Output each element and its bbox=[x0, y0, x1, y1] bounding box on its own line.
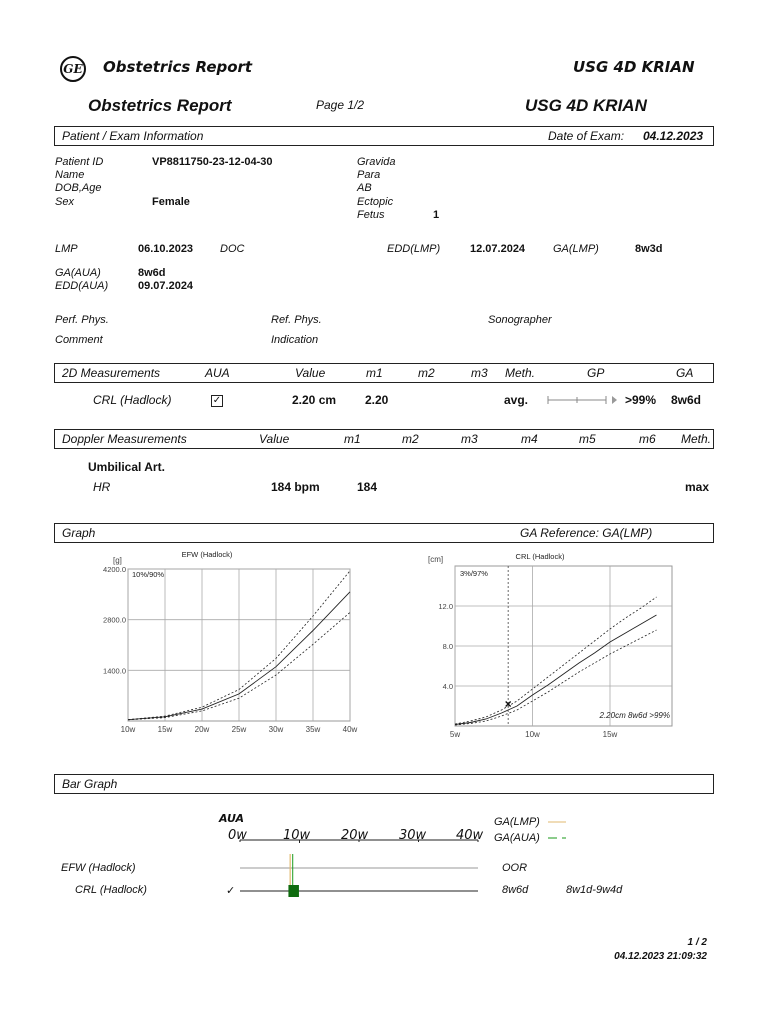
crl-measure-ga: 8w6d bbox=[671, 393, 702, 407]
measure2d-col-gp: GP bbox=[587, 366, 605, 380]
top-device-name: USG 4D KRIAN bbox=[573, 58, 695, 76]
bar-row-crl-check: ✓ bbox=[226, 885, 236, 897]
ge-logo: GE bbox=[60, 56, 86, 82]
name-label: Name bbox=[55, 169, 85, 181]
date-of-exam-value: 04.12.2023 bbox=[643, 129, 704, 143]
edd-lmp-label: EDD(LMP) bbox=[387, 243, 441, 255]
efw-y-tick-2: 1400.0 bbox=[103, 666, 126, 676]
doppler-col-m4: m4 bbox=[521, 432, 538, 446]
crl-y-tick-1: 8.0 bbox=[442, 642, 453, 651]
efw-x-tick-3: 25w bbox=[231, 725, 247, 734]
lmp-label: LMP bbox=[55, 243, 78, 255]
measure2d-title: 2D Measurements bbox=[62, 366, 161, 380]
bar-row-crl-range: 8w1d-9w4d bbox=[566, 884, 623, 896]
measure2d-header bbox=[54, 363, 714, 383]
crl-aua-checkbox[interactable]: ✓ bbox=[212, 395, 222, 406]
efw-x-tick-5: 35w bbox=[305, 725, 321, 734]
hr-measure-name: HR bbox=[93, 480, 111, 494]
measure2d-col-value: Value bbox=[295, 366, 326, 380]
doppler-group-label: Umbilical Art. bbox=[88, 460, 165, 474]
bar-graph-tick-40: 40w bbox=[456, 828, 484, 843]
para-label: Para bbox=[357, 169, 381, 181]
crl-chart-title: CRL (Hadlock) bbox=[515, 552, 565, 561]
patient-section-header bbox=[54, 126, 714, 146]
lmp-value: 06.10.2023 bbox=[138, 243, 194, 255]
ga-lmp-label: GA(LMP) bbox=[553, 243, 599, 255]
doppler-col-m2: m2 bbox=[402, 432, 419, 446]
patient-section-title: Patient / Exam Information bbox=[62, 129, 204, 143]
bar-graph-aua-label: AUA bbox=[219, 812, 244, 825]
crl-measure-value: 2.20 cm bbox=[292, 393, 337, 407]
bar-graph-title: Bar Graph bbox=[62, 777, 118, 791]
doppler-col-m5: m5 bbox=[579, 432, 596, 446]
hr-measure-meth: max bbox=[685, 480, 710, 494]
efw-x-tick-0: 10w bbox=[120, 725, 136, 734]
perf-phys-label: Perf. Phys. bbox=[55, 314, 109, 326]
gravida-label: Gravida bbox=[357, 156, 396, 168]
legend-ga-lmp-label: GA(LMP) bbox=[494, 816, 540, 828]
doc-label: DOC bbox=[220, 243, 245, 255]
edd-lmp-value: 12.07.2024 bbox=[470, 243, 526, 255]
crl-x-tick-0: 5w bbox=[449, 730, 461, 739]
measure2d-col-aua: AUA bbox=[205, 366, 230, 380]
doppler-col-meth: Meth. bbox=[681, 432, 712, 446]
graph-section-title: Graph bbox=[62, 526, 96, 540]
efw-chart bbox=[80, 546, 370, 746]
crl-chart bbox=[420, 546, 690, 746]
indication-label: Indication bbox=[271, 334, 319, 346]
bar-graph-marks bbox=[240, 840, 478, 897]
bar-row-crl-result: 8w6d bbox=[502, 884, 529, 896]
measure2d-col-m2: m2 bbox=[418, 366, 435, 380]
top-report-title: Obstetrics Report bbox=[103, 58, 253, 76]
efw-x-tick-4: 30w bbox=[268, 725, 284, 734]
edd-aua-value: 09.07.2024 bbox=[138, 280, 194, 292]
patient-id-label: Patient ID bbox=[55, 156, 104, 168]
sex-value: Female bbox=[152, 196, 190, 208]
crl-percentile-label: 3%/97% bbox=[460, 569, 488, 578]
hr-measure-value: 184 bpm bbox=[271, 480, 320, 494]
comment-label: Comment bbox=[55, 334, 103, 346]
measure2d-col-meth: Meth. bbox=[505, 366, 536, 380]
efw-x-tick-2: 20w bbox=[194, 725, 210, 734]
bar-crl-range-bar bbox=[288, 885, 299, 897]
doppler-col-m6: m6 bbox=[639, 432, 656, 446]
page-indicator: Page 1/2 bbox=[316, 98, 365, 112]
hr-measure-m1: 184 bbox=[357, 480, 378, 494]
doppler-header bbox=[54, 429, 714, 449]
crl-x-tick-2: 15w bbox=[602, 730, 618, 739]
measure2d-col-m1: m1 bbox=[366, 366, 383, 380]
footer-datetime: 04.12.2023 21:09:32 bbox=[614, 951, 707, 962]
fetus-label: Fetus bbox=[357, 209, 385, 221]
ref-phys-label: Ref. Phys. bbox=[271, 314, 322, 326]
device-name: USG 4D KRIAN bbox=[525, 96, 647, 115]
bar-graph-tick-30: 30w bbox=[399, 828, 427, 843]
ab-label: AB bbox=[357, 182, 372, 194]
crl-measure-gp: >99% bbox=[625, 393, 657, 407]
crl-x-tick-1: 10w bbox=[525, 730, 540, 739]
bar-row-efw-result: OOR bbox=[502, 862, 528, 874]
bar-graph-tick-20: 20w bbox=[341, 828, 369, 843]
crl-y-tick-0: 12.0 bbox=[438, 602, 453, 611]
efw-y-tick-1: 2800.0 bbox=[103, 615, 126, 625]
doppler-col-m3: m3 bbox=[461, 432, 478, 446]
graph-section-header bbox=[54, 523, 714, 543]
bar-graph-section-header bbox=[54, 774, 714, 794]
bar-graph-tick-10: 10w bbox=[283, 828, 311, 843]
ga-aua-label: GA(AUA) bbox=[55, 267, 101, 279]
bar-row-efw-name: EFW (Hadlock) bbox=[61, 862, 136, 874]
crl-y-label: [cm] bbox=[428, 555, 444, 564]
doppler-title: Doppler Measurements bbox=[62, 432, 187, 446]
bar-row-crl-name: CRL (Hadlock) bbox=[75, 884, 147, 896]
report-title: Obstetrics Report bbox=[88, 96, 232, 115]
efw-percentile-label: 10%/90% bbox=[132, 570, 165, 579]
crl-annotation: 2.20cm 8w6d >99% bbox=[599, 711, 670, 720]
measure2d-col-m3: m3 bbox=[471, 366, 488, 380]
edd-aua-label: EDD(AUA) bbox=[55, 280, 109, 292]
footer-page: 1 / 2 bbox=[687, 937, 707, 948]
efw-x-tick-1: 15w bbox=[157, 725, 173, 734]
efw-y-label: [g] bbox=[113, 556, 122, 565]
crl-measure-meth: avg. bbox=[504, 393, 529, 407]
patient-id-value: VP8811750-23-12-04-30 bbox=[152, 156, 273, 168]
fetus-value: 1 bbox=[433, 209, 440, 221]
crl-measure-name: CRL (Hadlock) bbox=[93, 393, 172, 407]
sonographer-label: Sonographer bbox=[488, 314, 552, 326]
graph-reference: GA Reference: GA(LMP) bbox=[520, 526, 653, 540]
doppler-col-value: Value bbox=[259, 432, 290, 446]
bar-graph-tick-0: 0w bbox=[228, 828, 247, 843]
ectopic-label: Ectopic bbox=[357, 196, 394, 208]
doppler-col-m1: m1 bbox=[344, 432, 361, 446]
sex-label: Sex bbox=[55, 196, 74, 208]
crl-y-tick-2: 4.0 bbox=[442, 682, 453, 691]
dob-age-label: DOB,Age bbox=[55, 182, 102, 194]
measure2d-col-ga: GA bbox=[676, 366, 694, 380]
efw-chart-title: EFW (Hadlock) bbox=[181, 550, 233, 559]
efw-y-tick-0: 4200.0 bbox=[103, 565, 126, 574]
efw-x-tick-6: 40w bbox=[342, 725, 358, 734]
ga-aua-value: 8w6d bbox=[138, 267, 166, 279]
date-of-exam-label: Date of Exam: bbox=[548, 129, 625, 143]
legend-ga-aua-label: GA(AUA) bbox=[494, 832, 540, 844]
crl-gp-scale bbox=[546, 393, 622, 407]
crl-measure-m1: 2.20 bbox=[365, 393, 389, 407]
ga-lmp-value: 8w3d bbox=[635, 243, 663, 255]
